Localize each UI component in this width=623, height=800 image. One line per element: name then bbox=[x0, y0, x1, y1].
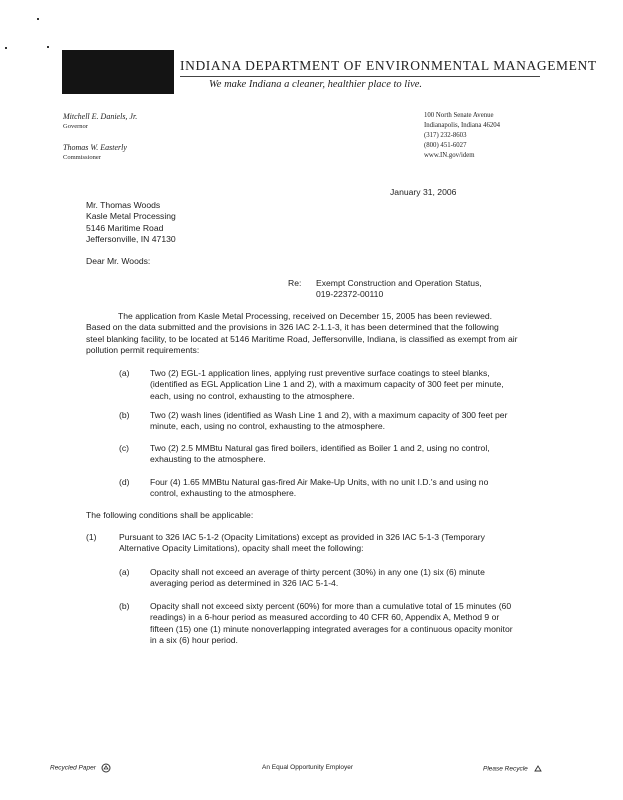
recipient-block bbox=[86, 200, 176, 245]
facility-label-a: (a) bbox=[119, 368, 130, 378]
facility-b-text: Two (2) wash lines (identified as Wash Line 1 and 2), with a maximum capacity of 300 feet per minute, each, using no control, exhausting to the atmosphere. bbox=[150, 410, 508, 432]
footer-please-recycle bbox=[483, 764, 543, 774]
contact-block bbox=[424, 111, 500, 161]
condition-1a-text: Opacity shall not exceed an average of thirty percent (30%) in any one (1) six (6) minute averaging period as determined in 326 IAC 5-1-4. bbox=[150, 567, 485, 589]
recycle-icon bbox=[101, 763, 111, 773]
condition-1b-label: (b) bbox=[119, 601, 130, 611]
commissioner-name: Thomas W. Easterly bbox=[63, 143, 127, 152]
recipient-company: Kasle Metal Processing bbox=[86, 211, 176, 222]
agency-logo-block bbox=[62, 50, 174, 94]
contact-street: 100 North Senate Avenue bbox=[424, 112, 494, 119]
conditions-intro: The following conditions shall be applicable: bbox=[86, 510, 254, 520]
footer-recycled-paper bbox=[50, 763, 111, 773]
recipient-city: Jeffersonville, IN 47130 bbox=[86, 233, 176, 244]
contact-phone: (317) 232-8603 bbox=[424, 132, 467, 139]
letter-date: January 31, 2006 bbox=[390, 187, 457, 197]
condition-1a-label: (a) bbox=[119, 567, 130, 577]
intro-paragraph: The application from Kasle Metal Processing, received on December 15, 2005 has been reviewed. Based on the data submitted and the provisions in 326 IAC 2-1.1-3, it has been determined that the following steel blanking facility, to be located at 5146 Maritime Road, Jeffersonville, Indiana, is classified as exempt from air pollution permit requirements: bbox=[86, 311, 518, 355]
re-subject bbox=[316, 278, 482, 301]
facility-label-d: (d) bbox=[119, 477, 130, 487]
letterhead-rule bbox=[180, 76, 540, 77]
scan-speck bbox=[37, 18, 39, 20]
facility-label-c: (c) bbox=[119, 443, 130, 453]
facility-c-text: Two (2) 2.5 MMBtu Natural gas fired boilers, identified as Boiler 1 and 2, using no control, exhausting to the atmosphere. bbox=[150, 443, 490, 465]
salutation: Dear Mr. Woods: bbox=[86, 256, 151, 266]
facility-a-text: Two (2) EGL-1 application lines, applying rust preventive surface coatings to steel blanks, (identified as EGL Application Line 1 and 2), with a maximum capacity of 300 feet per minute, each, using no control, exhausting to the atmosphere. bbox=[150, 368, 504, 401]
footer-equal-opportunity: An Equal Opportunity Employer bbox=[262, 764, 354, 771]
governor-name: Mitchell E. Daniels, Jr. bbox=[63, 112, 138, 121]
recycled-paper-label: Recycled Paper bbox=[50, 764, 96, 772]
re-permit-number: 019-22372-00110 bbox=[316, 289, 384, 300]
condition-1-label: (1) bbox=[86, 532, 97, 542]
agency-motto: We make Indiana a cleaner, healthier place to live. bbox=[209, 79, 423, 90]
re-subject-line: Exempt Construction and Operation Status, bbox=[316, 278, 482, 288]
scan-speck bbox=[47, 46, 49, 48]
recycle-arrows-icon bbox=[533, 764, 543, 774]
contact-tollfree: (800) 451-6027 bbox=[424, 142, 467, 149]
commissioner-title: Commissioner bbox=[63, 154, 101, 161]
recipient-name: Mr. Thomas Woods bbox=[86, 200, 161, 210]
facility-label-b: (b) bbox=[119, 410, 130, 420]
condition-1b-text: Opacity shall not exceed sixty percent (60%) for more than a cumulative total of 15 minutes (60 readings) in a 6-hour period as measured according to 40 CFR 60, Appendix A, Method 9 or fifteen (15) one (1) minute nonoverlapping integrated averages for a continuous opacity monitor in a six (6) hour period. bbox=[150, 601, 513, 645]
governor-title: Governor bbox=[63, 123, 88, 130]
facility-d-text: Four (4) 1.65 MMBtu Natural gas-fired Air Make-Up Units, with no unit I.D.'s and using no control, exhausting to the atmosphere. bbox=[150, 477, 489, 499]
please-recycle-label: Please Recycle bbox=[483, 765, 528, 773]
re-label: Re: bbox=[288, 278, 302, 288]
contact-city: Indianapolis, Indiana 46204 bbox=[424, 122, 501, 129]
agency-name: INDIANA DEPARTMENT OF ENVIRONMENTAL MANAGEMENT bbox=[180, 58, 597, 73]
contact-website: www.IN.gov/idem bbox=[424, 152, 475, 159]
recipient-street: 5146 Maritime Road bbox=[86, 222, 164, 233]
scan-speck bbox=[5, 47, 7, 49]
condition-1-text: Pursuant to 326 IAC 5-1-2 (Opacity Limitations) except as provided in 326 IAC 5-1-3 (Temporary Alternative Opacity Limitations), opacity shall meet the following: bbox=[119, 532, 485, 554]
